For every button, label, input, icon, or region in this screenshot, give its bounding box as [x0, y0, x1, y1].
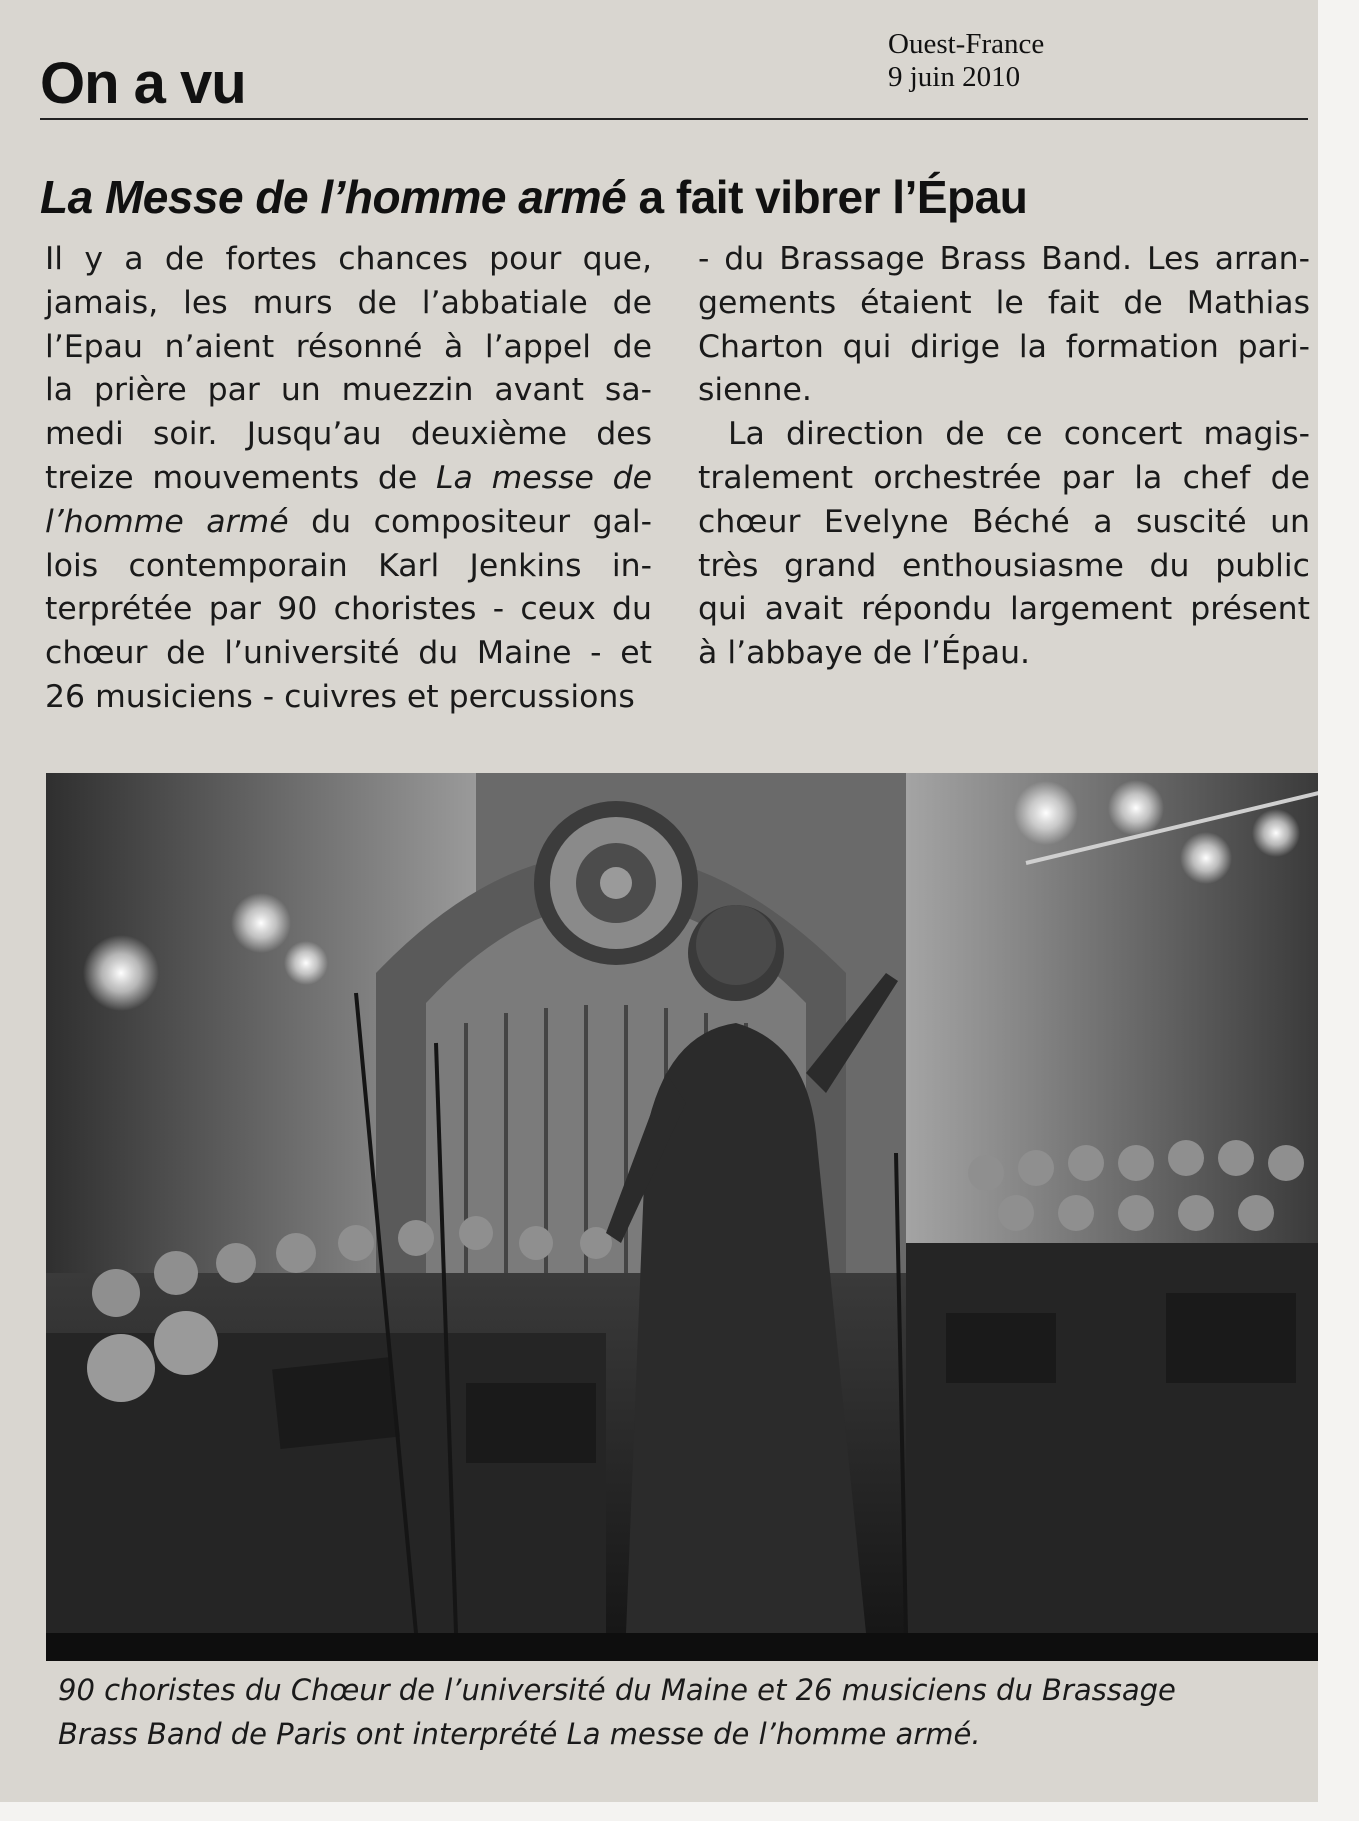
- photo-caption: [58, 1668, 1298, 1756]
- text-line: Il y a de fortes chances pour que,: [45, 241, 652, 277]
- text-line: medi soir. Jusqu’au deuxième des: [45, 416, 652, 453]
- section-kicker: On a vu: [40, 51, 246, 116]
- caption-line: Brass Band de Paris ont interprété La messe de l’homme armé.: [58, 1717, 981, 1751]
- header-rule: [40, 118, 1308, 120]
- text-line: chœur Evelyne Béché a suscité un: [698, 503, 1310, 540]
- text-line: [45, 457, 652, 501]
- text-line: terprétée par 90 choristes - ceux du: [45, 591, 652, 628]
- concert-photo: [46, 773, 1319, 1661]
- article-column-1: [45, 238, 652, 720]
- work-title: La messe de: [436, 459, 652, 496]
- text-line: 26 musiciens - cuivres et percussions: [45, 678, 635, 715]
- text-line: [45, 501, 652, 545]
- article-column-2: [698, 238, 1310, 676]
- text-line: sienne.: [698, 372, 812, 409]
- headline-italic: La Messe de l’homme armé: [40, 171, 627, 223]
- scan-margin: [1318, 0, 1359, 1821]
- concert-photo-illustration: [46, 773, 1319, 1661]
- article-headline: [40, 170, 1027, 224]
- text-run: treize mouvements de: [45, 459, 436, 496]
- source-name: Ouest-France: [888, 28, 1045, 60]
- text-line: la prière par un muezzin avant sa-: [45, 372, 652, 409]
- text-line: chœur de l’université du Maine - et: [45, 635, 652, 672]
- text-line: l’Epau n’aient résonné à l’appel de: [45, 328, 652, 365]
- work-title: l’homme armé: [45, 503, 289, 540]
- headline-rest: a fait vibrer l’Épau: [626, 171, 1028, 223]
- text-run: du compositeur gal-: [288, 503, 652, 540]
- text-line: très grand enthousiasme du public: [698, 547, 1310, 584]
- text-line: qui avait répondu largement présent: [698, 591, 1310, 628]
- text-line: jamais, les murs de l’abbatiale de: [45, 284, 652, 321]
- text-line: à l’abbaye de l’Épau.: [698, 635, 1031, 672]
- text-line: - du Brassage Brass Band. Les arran-: [698, 241, 1310, 277]
- text-line: tralement orchestrée par la chef de: [698, 459, 1310, 496]
- scan-margin: [0, 1802, 1359, 1821]
- text-line: La direction de ce concert magis-: [728, 416, 1310, 453]
- caption-line: 90 choristes du Chœur de l’université du Maine et 26 musiciens du Brassage: [58, 1673, 1176, 1707]
- text-line: gements étaient le fait de Mathias: [698, 284, 1310, 321]
- text-line: Charton qui dirige la formation pari-: [698, 328, 1310, 365]
- text-line: lois contemporain Karl Jenkins in-: [45, 547, 652, 584]
- source-date: 9 juin 2010: [888, 61, 1021, 93]
- source-note: [888, 28, 1044, 94]
